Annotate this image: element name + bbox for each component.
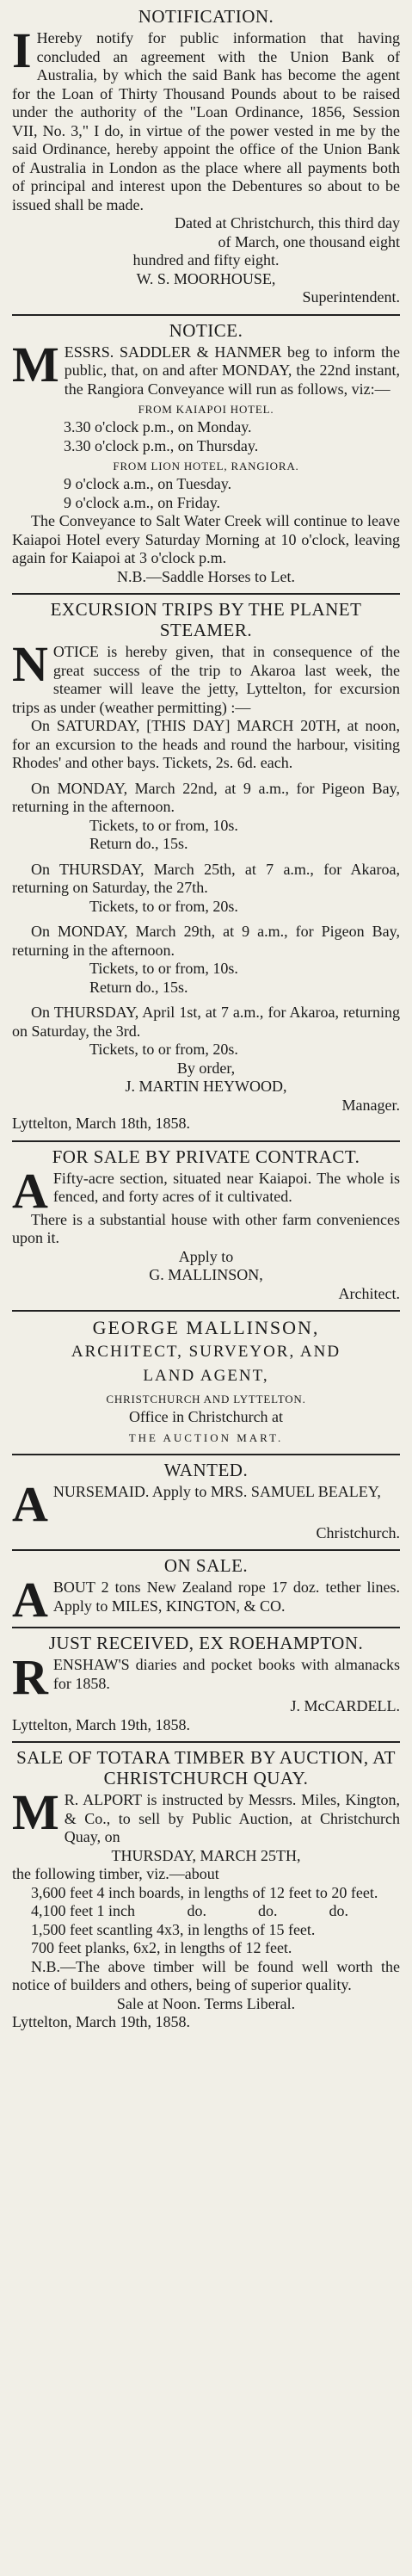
ticket-line: Tickets, to or from, 10s. <box>89 816 238 834</box>
dropcap: R <box>12 1656 48 1697</box>
roehampton-text: ENSHAW'S diaries and pocket books with almanacks for 1858. <box>52 1656 400 1692</box>
private-sale-body <box>12 1170 400 1211</box>
divider <box>12 1549 400 1551</box>
route-heading: FROM LION HOTEL, RANGIORA. <box>113 460 299 473</box>
trip-saturday: On SATURDAY, [THIS DAY] MARCH 20TH, at noon, for an excursion to the heads and round the harbour, visiting Rhodes' and other bays. Tickets, 2s. 6d. each. <box>12 717 400 771</box>
timber-item: 700 feet planks, 6x2, in lengths of 12 feet. <box>31 1939 292 1956</box>
dropcap: I <box>12 29 32 78</box>
trip-monday: On MONDAY, March 22nd, at 9 a.m., for Pigeon Bay, returning in the afternoon. <box>12 779 400 815</box>
trip-monday: On MONDAY, March 29th, at 9 a.m., for Pigeon Bay, returning in the afternoon. <box>12 923 400 959</box>
wanted-heading: WANTED. <box>163 1459 249 1480</box>
ticket-line: Return do., 15s. <box>89 978 188 996</box>
card-line: THE AUCTION MART. <box>128 1430 284 1444</box>
divider <box>12 1140 400 1142</box>
mallinson-card <box>12 1313 400 1452</box>
notification-text: Hereby notify for public information that having concluded an agreement with the Union Bank of Australia, by which the said Bank has become the agent for the Loan of Thirty Thousand Pounds about to be raised under the authority of the "Loan Ordinance, 1856, Session VII, No. 3," I do, in virtue of the power vested in me by the said Ordinance, hereby appoint the office of the Union Bank of Australia in London as the place where all payments both of principal and interest upon the Debentures so about to be issued shall be made. <box>12 29 400 213</box>
private-sale-heading: FOR SALE BY PRIVATE CONTRACT. <box>52 1146 360 1167</box>
signer-title: Manager. <box>341 1096 400 1114</box>
dropcap: M <box>12 1791 59 1840</box>
private-sale-ad <box>12 1144 400 1309</box>
by-order: By order, <box>176 1059 236 1077</box>
ticket-line: Return do., 15s. <box>89 835 188 852</box>
signer-title: Superintendent. <box>302 288 400 306</box>
notification-ad <box>12 3 400 312</box>
timber-item: 3,600 feet 4 inch boards, in lengths of 12 feet to 20 feet. <box>31 1883 378 1901</box>
divider <box>12 1741 400 1743</box>
notification-heading: NOTIFICATION. <box>138 6 274 27</box>
card-line: CHRISTCHURCH AND LYTTELTON. <box>106 1393 306 1405</box>
divider <box>12 1627 400 1628</box>
ticket-line: Tickets, to or from, 20s. <box>89 1041 238 1058</box>
private-sale-text: There is a substantial house with other farm conveniences upon it. <box>12 1210 400 1246</box>
private-sale-text: Fifty-acre section, situated near Kaiapoi. The whole is fenced, and forty acres of it cultivated. <box>52 1169 400 1205</box>
route-heading: FROM KAIAPOI HOTEL. <box>138 403 274 416</box>
signer-title: Architect. <box>338 1284 400 1302</box>
card-line: Office in Christchurch at <box>128 1408 284 1425</box>
divider <box>12 593 400 595</box>
date-line: hundred and fifty eight. <box>132 251 280 269</box>
wanted-ad <box>12 1457 400 1548</box>
divider <box>12 314 400 316</box>
dropcap: A <box>12 1482 48 1524</box>
ticket-line: Tickets, to or from, 20s. <box>89 897 238 915</box>
date-line: of March, one thousand eight <box>218 232 400 250</box>
date-line: Dated at Christchurch, this third day <box>175 214 400 232</box>
date-line: Lyttelton, March 18th, 1858. <box>12 1115 190 1132</box>
schedule-line: 3.30 o'clock p.m., on Monday. <box>64 418 252 436</box>
roehampton-ad <box>12 1630 400 1739</box>
on-sale-text: BOUT 2 tons New Zealand rope 17 doz. tether lines. Apply to MILES, KINGTON, & CO. <box>52 1578 400 1615</box>
schedule-line: 9 o'clock a.m., on Friday. <box>64 493 221 511</box>
excursion-text: OTICE is hereby given, that in consequence of the great success of the trip to Akaroa last week, the steamer will leave the jetty, Lyttelton, for excursion trips as under (weather permitting) :— <box>12 643 400 716</box>
schedule-line: 9 o'clock a.m., on Tuesday. <box>64 475 232 492</box>
notification-body <box>12 29 400 214</box>
roehampton-heading: JUST RECEIVED, EX ROEHAMPTON. <box>48 1633 364 1653</box>
signer: J. MARTIN HEYWOOD, <box>125 1078 287 1095</box>
on-sale-ad <box>12 1553 400 1625</box>
divider <box>12 1310 400 1312</box>
notice-ad <box>12 318 400 592</box>
dropcap: M <box>12 343 59 392</box>
totara-body <box>12 1791 400 1847</box>
place: Christchurch. <box>316 1523 400 1541</box>
timber-item <box>12 1902 400 1921</box>
timber-intro: the following timber, viz.—about <box>12 1865 219 1882</box>
schedule-line: 3.30 o'clock p.m., on Thursday. <box>64 436 259 454</box>
card-line: LAND AGENT, <box>143 1367 269 1385</box>
excursion-ad <box>12 596 400 1139</box>
signer: W. S. MOORHOUSE, <box>136 269 276 287</box>
ticket-line: Tickets, to or from, 10s. <box>89 960 238 977</box>
newspaper-column <box>12 0 400 2037</box>
ditto: do. <box>258 1902 278 1919</box>
totara-heading: SALE OF TOTARA TIMBER BY AUCTION, AT CHRISTCHURCH QUAY. <box>16 1747 396 1788</box>
nb-text: N.B.—The above timber will be found well worth the notice of builders and others, being of superior quality. <box>12 1957 400 1993</box>
totara-ad <box>12 1745 400 2037</box>
excursion-heading: EXCURSION TRIPS BY THE PLANET STEAMER. <box>50 599 362 640</box>
signer: G. MALLINSON, <box>149 1266 263 1283</box>
notice-body <box>12 343 400 399</box>
on-sale-heading: ON SALE. <box>163 1555 249 1576</box>
wanted-body <box>12 1483 400 1524</box>
roehampton-body <box>12 1656 400 1697</box>
wanted-text: NURSEMAID. Apply to MRS. SAMUEL BEALEY, <box>52 1482 381 1500</box>
auction-day: THURSDAY, MARCH 25TH, <box>111 1846 301 1864</box>
apply-to: Apply to <box>178 1247 234 1265</box>
dropcap: A <box>12 1578 48 1620</box>
timber-item: 1,500 feet scantling 4x3, in lengths of 15 feet. <box>31 1920 316 1938</box>
excursion-body <box>12 643 400 717</box>
on-sale-body <box>12 1578 400 1620</box>
signer: J. McCARDELL. <box>290 1697 400 1714</box>
ditto: do. <box>187 1902 206 1919</box>
conveyance-text: The Conveyance to Salt Water Creek will continue to leave Kaiapoi Hotel every Saturday Morning at 10 o'clock, leaving again for Kaiapoi at 3 o'clock p.m. <box>12 512 400 566</box>
date-line: Lyttelton, March 19th, 1858. <box>12 2013 190 2030</box>
ditto: do. <box>329 1902 348 1919</box>
trip-thursday: On THURSDAY, April 1st, at 7 a.m., for Akaroa, returning on Saturday, the 3rd. <box>12 1004 400 1040</box>
divider <box>12 1454 400 1455</box>
sale-terms: Sale at Noon. Terms Liberal. <box>116 1994 296 2012</box>
trip-thursday: On THURSDAY, March 25th, at 7 a.m., for Akaroa, returning on Saturday, the 27th. <box>12 860 400 896</box>
notice-heading: NOTICE. <box>169 319 243 341</box>
timber-qty: 4,100 feet 1 inch <box>31 1902 135 1919</box>
dropcap: N <box>12 643 48 692</box>
nb-text: N.B.—Saddle Horses to Let. <box>117 567 295 585</box>
card-name: GEORGE MALLINSON, <box>92 1317 320 1338</box>
notice-text: ESSRS. SADDLER & HANMER beg to inform the public, that, on and after MONDAY, the 22nd instant, the Rangiora Conveyance will run as follows, viz:— <box>64 343 400 398</box>
card-line: ARCHITECT, SURVEYOR, AND <box>71 1343 341 1361</box>
date-line: Lyttelton, March 19th, 1858. <box>12 1715 190 1733</box>
dropcap: A <box>12 1169 48 1211</box>
totara-text: R. ALPORT is instructed by Messrs. Miles, Kington, & Co., to sell by Public Auction, at Christchurch Quay, on <box>64 1791 400 1845</box>
